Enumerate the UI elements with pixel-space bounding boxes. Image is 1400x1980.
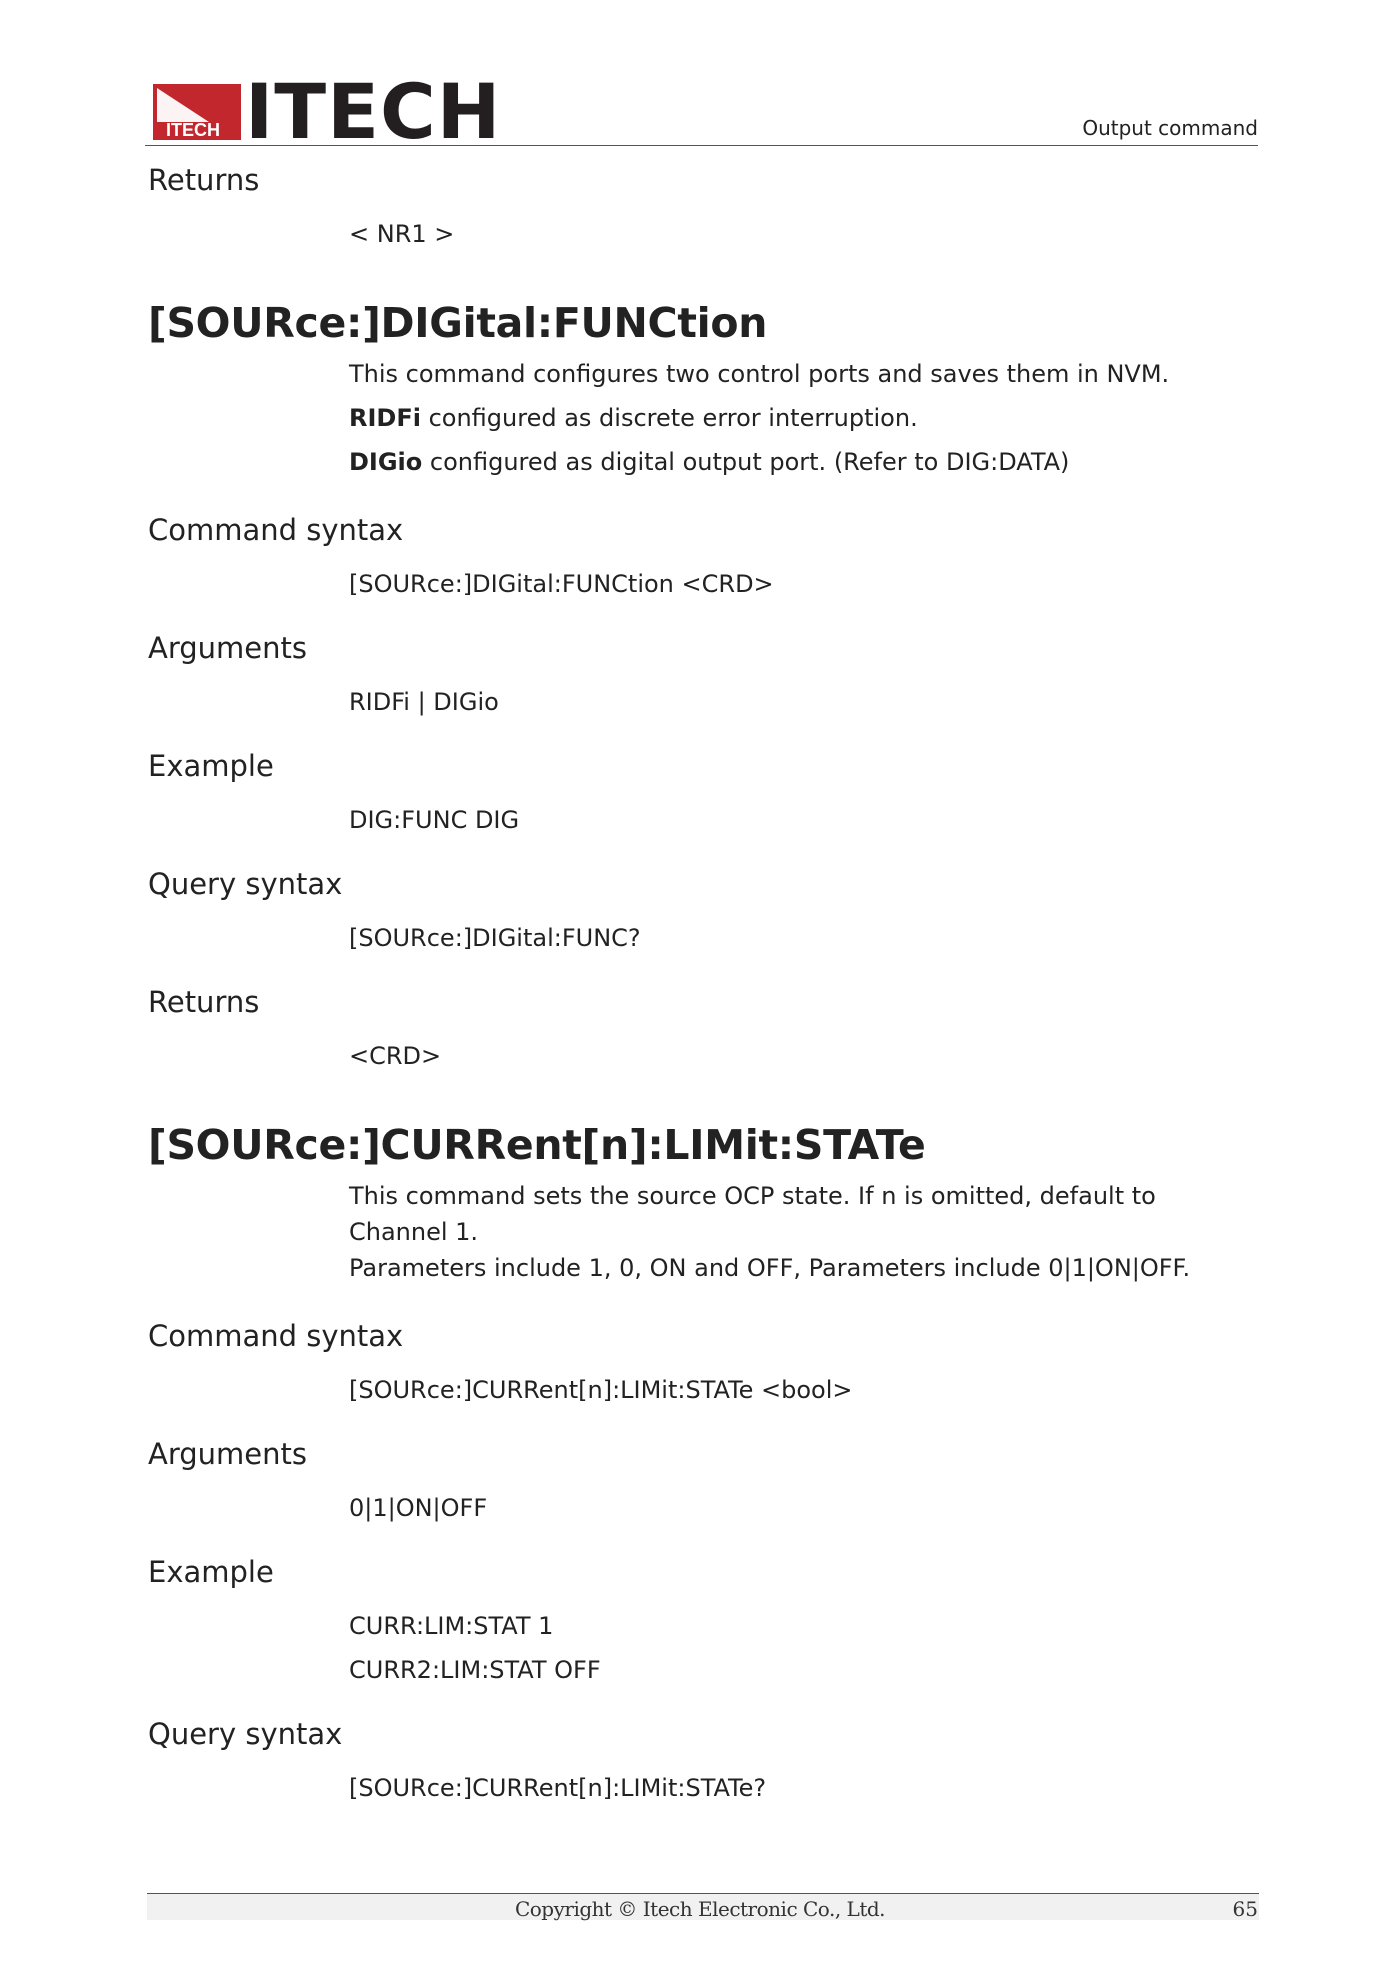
option-digio — [349, 444, 1258, 480]
option-name: DIGio — [349, 448, 423, 476]
header-divider — [145, 145, 1258, 146]
option-name: RIDFi — [349, 404, 421, 432]
logo-small-text: ITECH — [166, 120, 220, 140]
logo-text: ITECH — [245, 67, 502, 156]
arguments-value: RIDFi | DIGio — [349, 688, 499, 716]
example-value: DIG:FUNC DIG — [349, 806, 520, 834]
footer-copyright: Copyright © Itech Electronic Co., Ltd. — [514, 1897, 886, 1921]
query-syntax-label: Query syntax — [148, 1717, 343, 1751]
command-syntax-label: Command syntax — [148, 513, 404, 547]
arguments-value: 0|1|ON|OFF — [349, 1494, 488, 1522]
command-syntax-value: [SOURce:]DIGital:FUNCtion <CRD> — [349, 570, 774, 598]
section-description: This command configures two control ports and saves them in NVM. — [349, 360, 1170, 388]
query-syntax-value: [SOURce:]DIGital:FUNC? — [349, 924, 641, 952]
arguments-label: Arguments — [148, 631, 307, 665]
option-text: configured as digital output port. (Refer to DIG:DATA) — [422, 448, 1070, 476]
command-syntax-label: Command syntax — [148, 1319, 404, 1353]
section-title-current-limit-state: [SOURce:]CURRent[n]:LIMit:STATe — [148, 1121, 926, 1169]
returns-value: <CRD> — [349, 1042, 442, 1070]
command-syntax-value: [SOURce:]CURRent[n]:LIMit:STATe <bool> — [349, 1376, 853, 1404]
example-value: CURR:LIM:STAT 1 — [349, 1612, 554, 1640]
option-text: configured as discrete error interruption. — [420, 404, 918, 432]
page-content — [148, 160, 1258, 1806]
example-label: Example — [148, 749, 274, 783]
example-label: Example — [148, 1555, 274, 1589]
intro-returns-label: Returns — [148, 163, 260, 197]
logo-flag-icon — [153, 84, 241, 140]
section-description-line: This command sets the source OCP state. If n is omitted, default to Channel 1. — [349, 1182, 1156, 1246]
option-ridfi — [349, 400, 1258, 436]
intro-returns-value: < NR1 > — [349, 220, 455, 248]
arguments-label: Arguments — [148, 1437, 307, 1471]
footer-page-number: 65 — [1232, 1897, 1258, 1921]
example-value: CURR2:LIM:STAT OFF — [349, 1656, 601, 1684]
query-syntax-value: [SOURce:]CURRent[n]:LIMit:STATe? — [349, 1774, 767, 1802]
section-description-line: Parameters include 1, 0, ON and OFF, Parameters include 0|1|ON|OFF. — [349, 1254, 1191, 1282]
returns-label: Returns — [148, 985, 260, 1019]
query-syntax-label: Query syntax — [148, 867, 343, 901]
itech-logo — [153, 67, 502, 156]
header-section-title: Output command — [1082, 116, 1258, 140]
section-title-digital-function: [SOURce:]DIGital:FUNCtion — [148, 299, 768, 347]
